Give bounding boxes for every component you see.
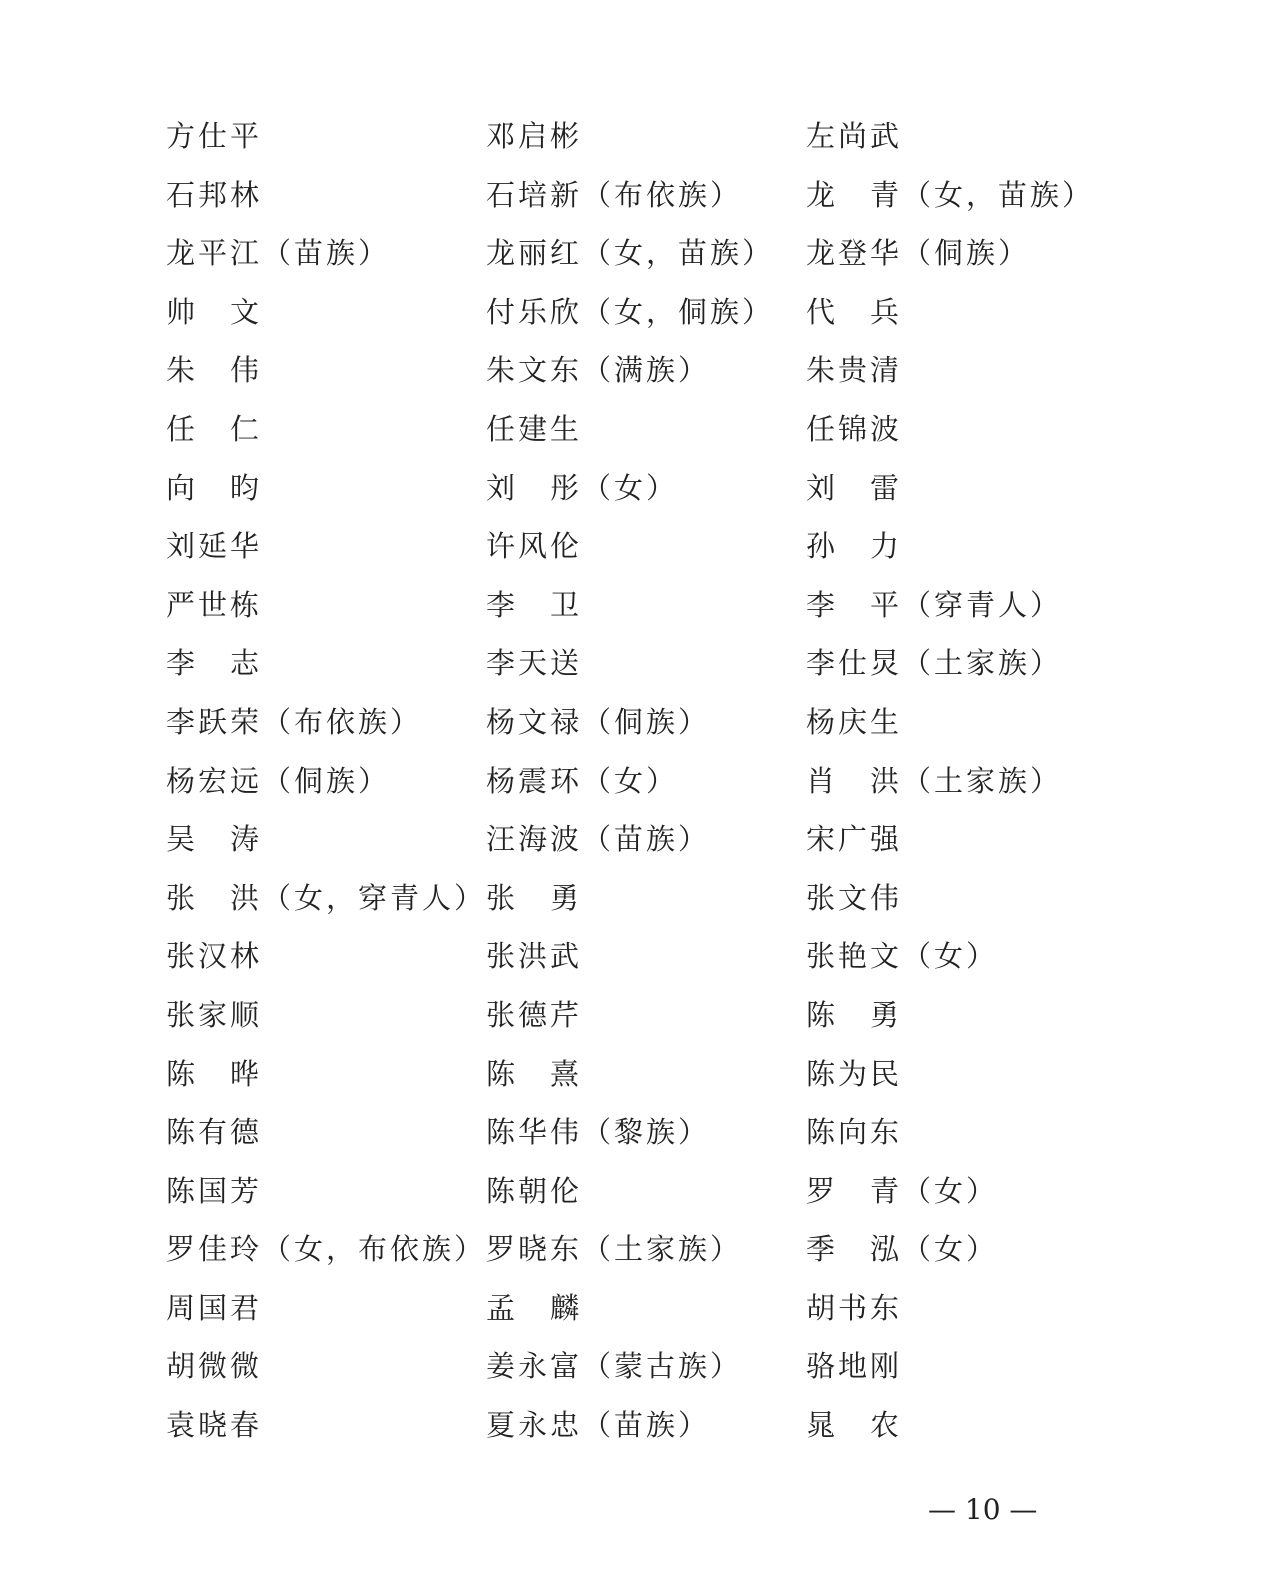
name-entry: 龙登华（侗族） bbox=[806, 236, 1031, 271]
name-entry: 任 仁 bbox=[166, 411, 263, 446]
name-entry: 向 昀 bbox=[166, 470, 263, 505]
name-entry: 方仕平 bbox=[166, 119, 263, 153]
name-entry: 张家顺 bbox=[166, 997, 263, 1032]
name-entry: 陈 晔 bbox=[166, 1056, 263, 1091]
name-entry: 杨庆生 bbox=[806, 704, 903, 739]
name-entry: 龙平江（苗族） bbox=[166, 236, 391, 271]
name-entry: 陈向东 bbox=[806, 1115, 903, 1150]
name-entry: 陈华伟（黎族） bbox=[486, 1115, 711, 1150]
name-entry: 宋广强 bbox=[806, 822, 903, 857]
name-entry: 陈 熹 bbox=[486, 1056, 583, 1091]
name-entry: 季 泓（女） bbox=[806, 1232, 999, 1267]
name-entry: 邓启彬 bbox=[486, 119, 583, 153]
name-entry: 龙丽红（女，苗族） bbox=[486, 236, 775, 271]
name-entry: 汪海波（苗族） bbox=[486, 822, 711, 857]
name-entry: 杨震环（女） bbox=[486, 763, 679, 798]
page-number: — 10 — bbox=[928, 1493, 1038, 1526]
name-entry: 张艳文（女） bbox=[806, 939, 999, 974]
name-entry: 刘 雷 bbox=[806, 470, 903, 505]
name-entry: 胡书东 bbox=[806, 1290, 903, 1325]
name-entry: 龙 青（女，苗族） bbox=[806, 177, 1095, 212]
name-entry: 张洪武 bbox=[486, 939, 583, 974]
name-entry: 李 平（穿青人） bbox=[806, 587, 1063, 622]
name-entry: 张德芹 bbox=[486, 997, 583, 1032]
name-entry: 刘延华 bbox=[166, 529, 263, 564]
name-entry: 孟 麟 bbox=[486, 1290, 583, 1325]
name-entry: 付乐欣（女，侗族） bbox=[486, 294, 775, 329]
name-entry: 任建生 bbox=[486, 411, 583, 446]
name-entry: 刘 彤（女） bbox=[486, 470, 679, 505]
name-entry: 陈为民 bbox=[806, 1056, 903, 1091]
name-entry: 陈国芳 bbox=[166, 1173, 263, 1208]
name-entry: 罗佳玲（女，布依族） bbox=[166, 1232, 487, 1267]
name-entry: 朱贵清 bbox=[806, 353, 903, 388]
name-entry: 周国君 bbox=[166, 1290, 263, 1325]
name-entry: 孙 力 bbox=[806, 529, 903, 564]
name-entry: 袁晓春 bbox=[166, 1408, 263, 1443]
name-entry: 晁 农 bbox=[806, 1408, 903, 1443]
name-entry: 张 洪（女，穿青人） bbox=[166, 880, 487, 915]
name-entry: 李仕炅（土家族） bbox=[806, 646, 1063, 681]
name-entry: 陈 勇 bbox=[806, 997, 903, 1032]
name-entry: 陈有德 bbox=[166, 1115, 263, 1150]
name-entry: 代 兵 bbox=[806, 294, 903, 329]
name-entry: 李跃荣（布依族） bbox=[166, 704, 423, 739]
name-entry: 夏永忠（苗族） bbox=[486, 1408, 711, 1443]
name-entry: 石邦林 bbox=[166, 177, 263, 212]
name-entry: 杨文禄（侗族） bbox=[486, 704, 711, 739]
name-entry: 陈朝伦 bbox=[486, 1173, 583, 1208]
name-entry: 李 志 bbox=[166, 646, 263, 681]
name-entry: 许风伦 bbox=[486, 529, 583, 564]
name-entry: 张汉林 bbox=[166, 939, 263, 974]
name-entry: 肖 洪（土家族） bbox=[806, 763, 1063, 798]
name-entry: 李天送 bbox=[486, 646, 583, 681]
name-entry: 罗 青（女） bbox=[806, 1173, 999, 1208]
name-entry: 姜永富（蒙古族） bbox=[486, 1349, 743, 1384]
name-entry: 任锦波 bbox=[806, 411, 903, 446]
name-entry: 胡微微 bbox=[166, 1349, 263, 1384]
name-entry: 石培新（布依族） bbox=[486, 177, 743, 212]
name-entry: 杨宏远（侗族） bbox=[166, 763, 391, 798]
name-entry: 罗晓东（土家族） bbox=[486, 1232, 743, 1267]
name-entry: 吴 涛 bbox=[166, 822, 263, 857]
name-entry: 张 勇 bbox=[486, 880, 583, 915]
name-entry: 朱 伟 bbox=[166, 353, 263, 388]
name-entry: 张文伟 bbox=[806, 880, 903, 915]
name-entry: 左尚武 bbox=[806, 119, 903, 153]
name-entry: 骆地刚 bbox=[806, 1349, 903, 1384]
name-entry: 严世栋 bbox=[166, 587, 263, 622]
name-entry: 李 卫 bbox=[486, 587, 583, 622]
name-list bbox=[166, 112, 1116, 1460]
name-entry: 朱文东（满族） bbox=[486, 353, 711, 388]
name-entry: 帅 文 bbox=[166, 294, 263, 329]
